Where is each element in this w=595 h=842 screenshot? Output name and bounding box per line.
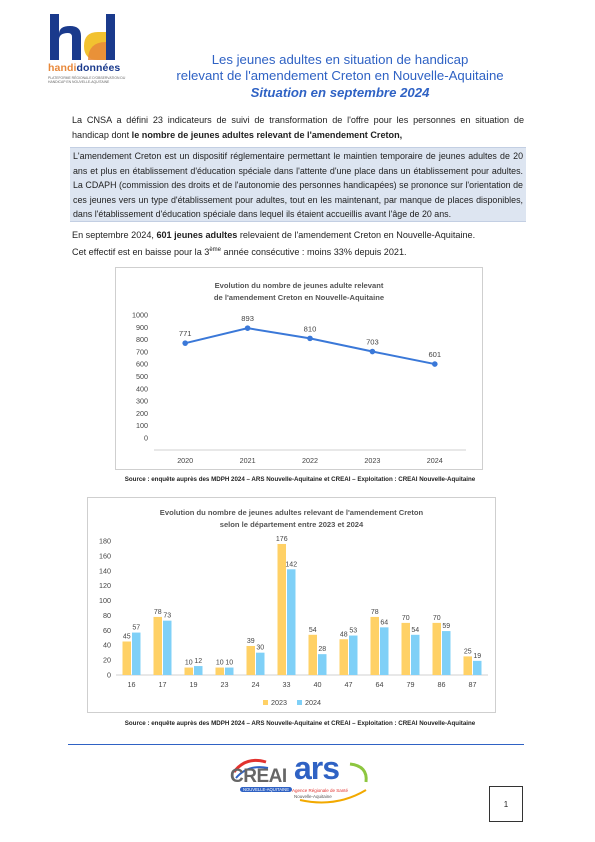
x-tick-label: 2023 xyxy=(364,456,381,465)
bar-2023 xyxy=(340,639,349,675)
x-tick-label: 23 xyxy=(220,680,229,689)
bar-value-label: 59 xyxy=(442,623,451,631)
data-label: 893 xyxy=(241,314,254,324)
creai-label: CREAI xyxy=(230,766,287,787)
bar-2024 xyxy=(163,621,172,675)
x-tick-label: 2021 xyxy=(239,456,256,465)
ars-sub-2: Nouvelle-Aquitaine xyxy=(294,794,332,799)
x-tick-label: 2022 xyxy=(302,456,318,465)
bar-2024 xyxy=(194,666,203,675)
page-number: 1 xyxy=(503,800,509,809)
x-tick-label: 79 xyxy=(406,680,415,689)
intro-bold: le nombre de jeunes adultes relevant de l'amendement Creton, xyxy=(131,130,403,140)
y-tick-label: 180 xyxy=(99,536,111,546)
bar-2024 xyxy=(132,633,141,675)
x-tick-label: 2020 xyxy=(177,456,194,465)
definition-text: L'amendement Creton est un dispositif réglementaire permettant le maintien temporaire de jeunes adultes de 20 ans et plus en établissement d'éducation spéciale dans l'attente d'une place dans un établissement pour adultes. La CDAPH (commission des droits et de l'autonomie des personnes handicapées) se prononce sur l'orientation de ces jeunes vers un type d'établissement pour adultes, tout en les maintenant, par manque de places disponibles, dans l'établissement d'éducation spéciale dans lequel ils étaient accueillis avant l'âge de 20 ans. xyxy=(73,151,523,219)
logo-text-donnees: données xyxy=(76,62,121,74)
ars-label: ars xyxy=(294,750,340,786)
data-label: 703 xyxy=(366,337,379,347)
bar-value-label: 19 xyxy=(473,652,482,660)
bar-2023 xyxy=(371,617,380,675)
summary-text-c: Cet effectif est en baisse pour la 3 xyxy=(72,247,210,258)
data-point xyxy=(370,349,376,355)
source-chart-2: Source : enquête auprès des MDPH 2024 – ARS Nouvelle-Aquitaine et CREAI – Exploitation : CREAI Nouvelle-Aquitaine xyxy=(124,720,476,727)
y-tick-label: 60 xyxy=(103,625,111,635)
y-tick-label: 400 xyxy=(136,384,148,394)
bar-2023 xyxy=(402,623,411,675)
data-label: 771 xyxy=(178,329,192,339)
creai-sub: NOUVELLE-AQUITAINE xyxy=(240,787,292,792)
logo-tagline: PLATEFORME RÉGIONALE D'OBSERVATION DU HANDICAP EN NOUVELLE-AQUITAINE xyxy=(48,76,126,85)
summary-text-d: année consécutive : moins 33% depuis 2021. xyxy=(221,247,407,258)
bar-2023 xyxy=(154,617,163,675)
data-label: 810 xyxy=(303,324,317,334)
x-tick-label: 2024 xyxy=(426,456,443,465)
footer-logos xyxy=(226,752,376,808)
y-tick-label: 0 xyxy=(144,433,148,443)
y-tick-label: 300 xyxy=(136,396,148,406)
bar-2024 xyxy=(473,661,482,675)
bar-value-label: 25 xyxy=(463,648,472,656)
bar-2023 xyxy=(123,642,132,676)
title-line-2: relevant de l'amendement Creton en Nouvelle-Aquitaine xyxy=(176,68,504,83)
ars-sub-1: Agence Régionale de Santé xyxy=(292,788,349,793)
bar-value-label: 64 xyxy=(380,619,389,627)
summary-text-b: relevaient de l'amendement Creton en Nouvelle-Aquitaine. xyxy=(237,230,476,240)
footer-divider xyxy=(68,744,524,745)
bar-value-label: 53 xyxy=(349,627,358,635)
bar-value-label: 28 xyxy=(318,646,327,654)
title-line-1: Les jeunes adultes en situation de handicap xyxy=(211,52,469,67)
bar-chart-frame xyxy=(87,497,496,713)
x-tick-label: 24 xyxy=(251,680,260,689)
x-tick-label: 19 xyxy=(189,680,198,689)
x-tick-label: 33 xyxy=(282,680,291,689)
y-tick-label: 100 xyxy=(99,596,111,606)
bar-2023 xyxy=(216,668,225,675)
bar-value-label: 10 xyxy=(184,659,193,667)
x-tick-label: 16 xyxy=(127,680,136,689)
x-tick-label: 40 xyxy=(313,680,322,689)
x-tick-label: 64 xyxy=(375,680,384,689)
summary-sup: ème xyxy=(209,247,222,253)
line-chart-title-1: Evolution du nombre de jeunes adulte relevant xyxy=(214,281,384,290)
x-tick-label: 17 xyxy=(158,680,167,689)
x-tick-label: 47 xyxy=(344,680,353,689)
bar-2024 xyxy=(349,636,358,675)
bar-chart xyxy=(88,498,497,714)
bar-chart-title-1: Evolution du nombre de jeunes adultes relevant de l'amendement Creton xyxy=(159,508,424,517)
bar-2024 xyxy=(411,635,420,675)
intro-text: La CNSA a défini 23 indicateurs de suivi de transformation de l'offre pour les personnes en situation de handicap dont xyxy=(72,115,524,140)
bar-value-label: 30 xyxy=(256,644,265,652)
legend-swatch-2024 xyxy=(297,700,302,705)
bar-2023 xyxy=(433,623,442,675)
data-point xyxy=(245,325,251,331)
bar-2024 xyxy=(442,631,451,675)
y-tick-label: 80 xyxy=(103,610,111,620)
bar-value-label: 54 xyxy=(308,626,317,634)
bar-value-label: 78 xyxy=(153,608,162,616)
bar-value-label: 176 xyxy=(275,535,288,543)
y-tick-label: 160 xyxy=(99,551,111,561)
bar-2023 xyxy=(464,656,473,675)
bar-2024 xyxy=(225,668,234,675)
bar-2024 xyxy=(287,569,296,675)
bar-value-label: 78 xyxy=(370,608,379,616)
x-tick-label: 87 xyxy=(468,680,477,689)
data-point xyxy=(182,340,188,346)
bar-value-label: 54 xyxy=(411,626,420,634)
y-tick-label: 800 xyxy=(136,335,148,345)
bar-chart-title-2: selon le département entre 2023 et 2024 xyxy=(219,520,364,529)
bar-value-label: 10 xyxy=(215,659,224,667)
bar-value-label: 142 xyxy=(285,561,298,569)
legend-swatch-2023 xyxy=(263,700,268,705)
y-tick-label: 700 xyxy=(136,347,148,357)
y-tick-label: 1000 xyxy=(132,310,148,320)
y-tick-label: 500 xyxy=(136,372,148,381)
bar-2023 xyxy=(309,635,318,675)
y-tick-label: 900 xyxy=(136,322,148,332)
bar-2023 xyxy=(185,668,194,675)
legend-label-2024: 2024 xyxy=(305,698,321,707)
y-tick-label: 140 xyxy=(99,566,111,576)
y-tick-label: 100 xyxy=(136,421,148,431)
y-tick-label: 0 xyxy=(107,670,111,680)
bar-value-label: 48 xyxy=(339,631,348,639)
page-number-box xyxy=(489,786,523,822)
bar-value-label: 70 xyxy=(401,614,410,622)
definition-box xyxy=(70,147,526,222)
line-chart-title-2: de l'amendement Creton en Nouvelle-Aquitaine xyxy=(213,293,385,302)
series-line xyxy=(185,328,435,364)
y-tick-label: 600 xyxy=(136,359,148,369)
bar-value-label: 12 xyxy=(194,658,203,666)
line-chart xyxy=(116,268,484,471)
bar-2024 xyxy=(256,653,265,675)
bar-value-label: 39 xyxy=(246,637,255,645)
data-label: 601 xyxy=(428,350,442,360)
summary-paragraph xyxy=(72,228,524,260)
bar-value-label: 73 xyxy=(163,612,172,620)
y-tick-label: 20 xyxy=(103,655,111,665)
summary-text-a: En septembre 2024, xyxy=(72,230,157,240)
logo-text-handi: handi xyxy=(48,62,77,74)
y-tick-label: 40 xyxy=(103,640,111,650)
y-tick-label: 120 xyxy=(99,581,111,591)
line-chart-frame xyxy=(115,267,483,470)
legend-label-2023: 2023 xyxy=(271,698,287,707)
bar-2023 xyxy=(247,646,256,675)
source-chart-1: Source : enquête auprès des MDPH 2024 – ARS Nouvelle-Aquitaine et CREAI – Exploitation : CREAI Nouvelle-Aquitaine xyxy=(124,476,476,483)
y-tick-label: 200 xyxy=(136,408,148,418)
intro-paragraph xyxy=(72,113,524,143)
bar-2024 xyxy=(318,654,327,675)
data-point xyxy=(307,336,313,342)
bar-value-label: 10 xyxy=(225,659,234,667)
bar-2024 xyxy=(380,627,389,675)
page-subtitle: Situation en septembre 2024 xyxy=(250,85,430,100)
data-point xyxy=(432,361,438,367)
bar-value-label: 70 xyxy=(432,614,441,622)
bar-value-label: 57 xyxy=(132,624,141,632)
x-tick-label: 86 xyxy=(437,680,446,689)
bar-value-label: 45 xyxy=(122,633,131,641)
summary-bold: 601 jeunes adultes xyxy=(156,230,238,240)
